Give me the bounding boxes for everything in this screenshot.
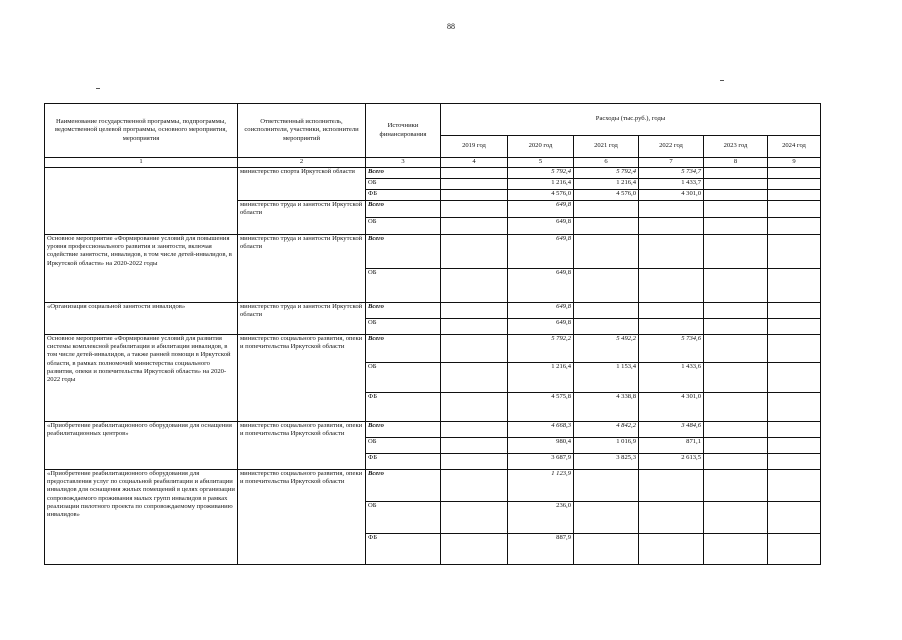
value-cell	[704, 168, 768, 179]
value-cell	[768, 393, 821, 422]
program-name-cell: Основное мероприятие «Формирование условий для развития системы комплексной реабилитации и абилитации инвалидов, в том числе детей-инвалидов, а также ранней помощи в Иркутской области, в рамках полномочий министерства социального развития, опеки и попечительства Иркутской области» на 2020-2022 годы	[45, 335, 238, 422]
value-cell: 1 216,4	[574, 179, 639, 190]
value-cell	[441, 422, 508, 438]
source-cell: ФБ	[366, 454, 441, 470]
executor-cell: министерство социального развития, опеки и попечительства Иркутской области	[238, 470, 366, 565]
header-executor: Ответственный исполнитель, соисполнители, участники, исполнители мероприятий	[238, 104, 366, 158]
header-year-2020: 2020 год	[508, 136, 574, 158]
source-cell: Всего	[366, 303, 441, 319]
source-cell: Всего	[366, 470, 441, 502]
value-cell	[574, 201, 639, 218]
value-cell	[704, 393, 768, 422]
value-cell	[768, 363, 821, 393]
value-cell	[574, 218, 639, 235]
value-cell: 1 016,9	[574, 438, 639, 454]
value-cell: 4 338,8	[574, 393, 639, 422]
col-number: 7	[639, 158, 704, 168]
value-cell	[574, 319, 639, 335]
value-cell	[704, 218, 768, 235]
value-cell: 4 576,0	[508, 190, 574, 201]
header-year-2022: 2022 год	[639, 136, 704, 158]
value-cell	[639, 235, 704, 269]
value-cell	[704, 319, 768, 335]
value-cell	[441, 335, 508, 363]
header-year-2019: 2019 год	[441, 136, 508, 158]
value-cell	[639, 218, 704, 235]
value-cell	[704, 502, 768, 534]
value-cell: 3 687,9	[508, 454, 574, 470]
value-cell	[704, 303, 768, 319]
value-cell	[768, 190, 821, 201]
value-cell: 236,0	[508, 502, 574, 534]
value-cell: 3 484,6	[639, 422, 704, 438]
value-cell	[768, 319, 821, 335]
value-cell: 1 216,4	[508, 179, 574, 190]
value-cell	[704, 179, 768, 190]
value-cell: 2 613,5	[639, 454, 704, 470]
value-cell	[441, 502, 508, 534]
program-name-cell: Основное мероприятие «Формирование условий для повышения уровня профессионального развития и занятости, включая содействие занятости, инвалидов, в том числе детей-инвалидов, в Иркутской области» на 2020-2022 годы	[45, 235, 238, 303]
value-cell	[768, 454, 821, 470]
value-cell	[639, 502, 704, 534]
source-cell: ОБ	[366, 319, 441, 335]
value-cell	[768, 303, 821, 319]
col-number: 8	[704, 158, 768, 168]
value-cell	[704, 363, 768, 393]
value-cell	[768, 269, 821, 303]
col-number: 1	[45, 158, 238, 168]
value-cell	[704, 269, 768, 303]
value-cell	[441, 303, 508, 319]
value-cell	[768, 470, 821, 502]
executor-cell: министерство труда и занятости Иркутской области	[238, 303, 366, 335]
value-cell	[704, 438, 768, 454]
value-cell: 5 734,6	[639, 335, 704, 363]
value-cell: 5 792,4	[508, 168, 574, 179]
value-cell: 4 842,2	[574, 422, 639, 438]
value-cell: 3 825,3	[574, 454, 639, 470]
value-cell: 4 576,0	[574, 190, 639, 201]
value-cell	[704, 422, 768, 438]
source-cell: ФБ	[366, 393, 441, 422]
value-cell	[704, 454, 768, 470]
value-cell: 980,4	[508, 438, 574, 454]
source-cell: ОБ	[366, 363, 441, 393]
source-cell: Всего	[366, 422, 441, 438]
value-cell	[639, 201, 704, 218]
executor-cell: министерство труда и занятости Иркутской области	[238, 201, 366, 235]
value-cell	[768, 218, 821, 235]
program-name-cell: «Организация социальной занятости инвалидов»	[45, 303, 238, 335]
value-cell	[639, 319, 704, 335]
value-cell: 4 575,8	[508, 393, 574, 422]
value-cell	[441, 235, 508, 269]
value-cell: 1 433,6	[639, 363, 704, 393]
header-expenses: Расходы (тыс.руб.), годы	[441, 104, 821, 136]
value-cell	[441, 179, 508, 190]
value-cell	[441, 363, 508, 393]
value-cell	[639, 534, 704, 565]
col-number: 4	[441, 158, 508, 168]
header-program-name: Наименование государственной программы, подпрограммы, ведомственной целевой программы, основного мероприятия, мероприятия	[45, 104, 238, 158]
header-sources: Источники финансирования	[366, 104, 441, 158]
source-cell: Всего	[366, 335, 441, 363]
value-cell	[574, 502, 639, 534]
value-cell: 1 216,4	[508, 363, 574, 393]
value-cell: 4 668,3	[508, 422, 574, 438]
executor-cell: министерство труда и занятости Иркутской области	[238, 235, 366, 303]
page-number: 88	[447, 22, 455, 31]
source-cell: ФБ	[366, 190, 441, 201]
header-year-2023: 2023 год	[704, 136, 768, 158]
col-number: 2	[238, 158, 366, 168]
scan-artifact-line	[96, 88, 100, 89]
value-cell	[704, 534, 768, 565]
header-year-2024: 2024 год	[768, 136, 821, 158]
value-cell	[441, 201, 508, 218]
col-number: 9	[768, 158, 821, 168]
col-number: 3	[366, 158, 441, 168]
executor-cell: министерство социального развития, опеки и попечительства Иркутской области	[238, 335, 366, 422]
value-cell	[574, 303, 639, 319]
value-cell: 649,8	[508, 218, 574, 235]
program-name-cell: «Приобретение реабилитационного оборудования для предоставления услуг по социальной реабилитации и абилитации инвалидов для оснащения жилых помещений в целях организации сопровождаемого проживания малых групп инвалидов в рамках реализации пилотного проекта по сопровождаемому проживанию инвалидов»	[45, 470, 238, 565]
value-cell	[441, 269, 508, 303]
value-cell: 649,8	[508, 201, 574, 218]
source-cell: ОБ	[366, 269, 441, 303]
executor-cell: министерство социального развития, опеки и попечительства Иркутской области	[238, 422, 366, 470]
value-cell: 649,8	[508, 319, 574, 335]
value-cell	[639, 269, 704, 303]
col-number: 5	[508, 158, 574, 168]
value-cell	[768, 168, 821, 179]
value-cell: 5 734,7	[639, 168, 704, 179]
value-cell	[704, 235, 768, 269]
value-cell	[768, 438, 821, 454]
executor-cell: министерство спорта Иркутской области	[238, 168, 366, 201]
value-cell	[639, 303, 704, 319]
value-cell	[768, 534, 821, 565]
col-number: 6	[574, 158, 639, 168]
value-cell	[441, 218, 508, 235]
value-cell: 1 153,4	[574, 363, 639, 393]
value-cell: 1 433,7	[639, 179, 704, 190]
value-cell: 5 792,2	[508, 335, 574, 363]
value-cell	[574, 534, 639, 565]
value-cell	[704, 190, 768, 201]
value-cell	[768, 201, 821, 218]
value-cell	[639, 470, 704, 502]
value-cell	[441, 319, 508, 335]
value-cell	[441, 438, 508, 454]
source-cell: ОБ	[366, 502, 441, 534]
value-cell	[768, 179, 821, 190]
expenses-table	[44, 103, 821, 565]
value-cell	[768, 422, 821, 438]
value-cell	[441, 534, 508, 565]
value-cell: 649,8	[508, 303, 574, 319]
value-cell: 887,9	[508, 534, 574, 565]
value-cell	[768, 235, 821, 269]
value-cell	[441, 168, 508, 179]
value-cell	[704, 201, 768, 218]
source-cell: Всего	[366, 168, 441, 179]
value-cell: 5 792,4	[574, 168, 639, 179]
value-cell	[574, 470, 639, 502]
value-cell: 871,1	[639, 438, 704, 454]
source-cell: ОБ	[366, 218, 441, 235]
value-cell: 649,8	[508, 269, 574, 303]
value-cell: 1 123,9	[508, 470, 574, 502]
value-cell	[441, 470, 508, 502]
value-cell: 649,8	[508, 235, 574, 269]
value-cell: 4 301,0	[639, 190, 704, 201]
value-cell: 4 301,0	[639, 393, 704, 422]
value-cell	[441, 393, 508, 422]
value-cell	[768, 502, 821, 534]
source-cell: ОБ	[366, 438, 441, 454]
source-cell: Всего	[366, 235, 441, 269]
value-cell	[574, 235, 639, 269]
value-cell: 5 492,2	[574, 335, 639, 363]
value-cell	[768, 335, 821, 363]
source-cell: ОБ	[366, 179, 441, 190]
value-cell	[574, 269, 639, 303]
value-cell	[704, 335, 768, 363]
value-cell	[704, 470, 768, 502]
program-name-cell	[45, 168, 238, 235]
scan-artifact-line	[720, 80, 724, 81]
value-cell	[441, 454, 508, 470]
header-year-2021: 2021 год	[574, 136, 639, 158]
value-cell	[441, 190, 508, 201]
source-cell: ФБ	[366, 534, 441, 565]
source-cell: Всего	[366, 201, 441, 218]
program-name-cell: «Приобретение реабилитационного оборудования для оснащения реабилитационных центров»	[45, 422, 238, 470]
